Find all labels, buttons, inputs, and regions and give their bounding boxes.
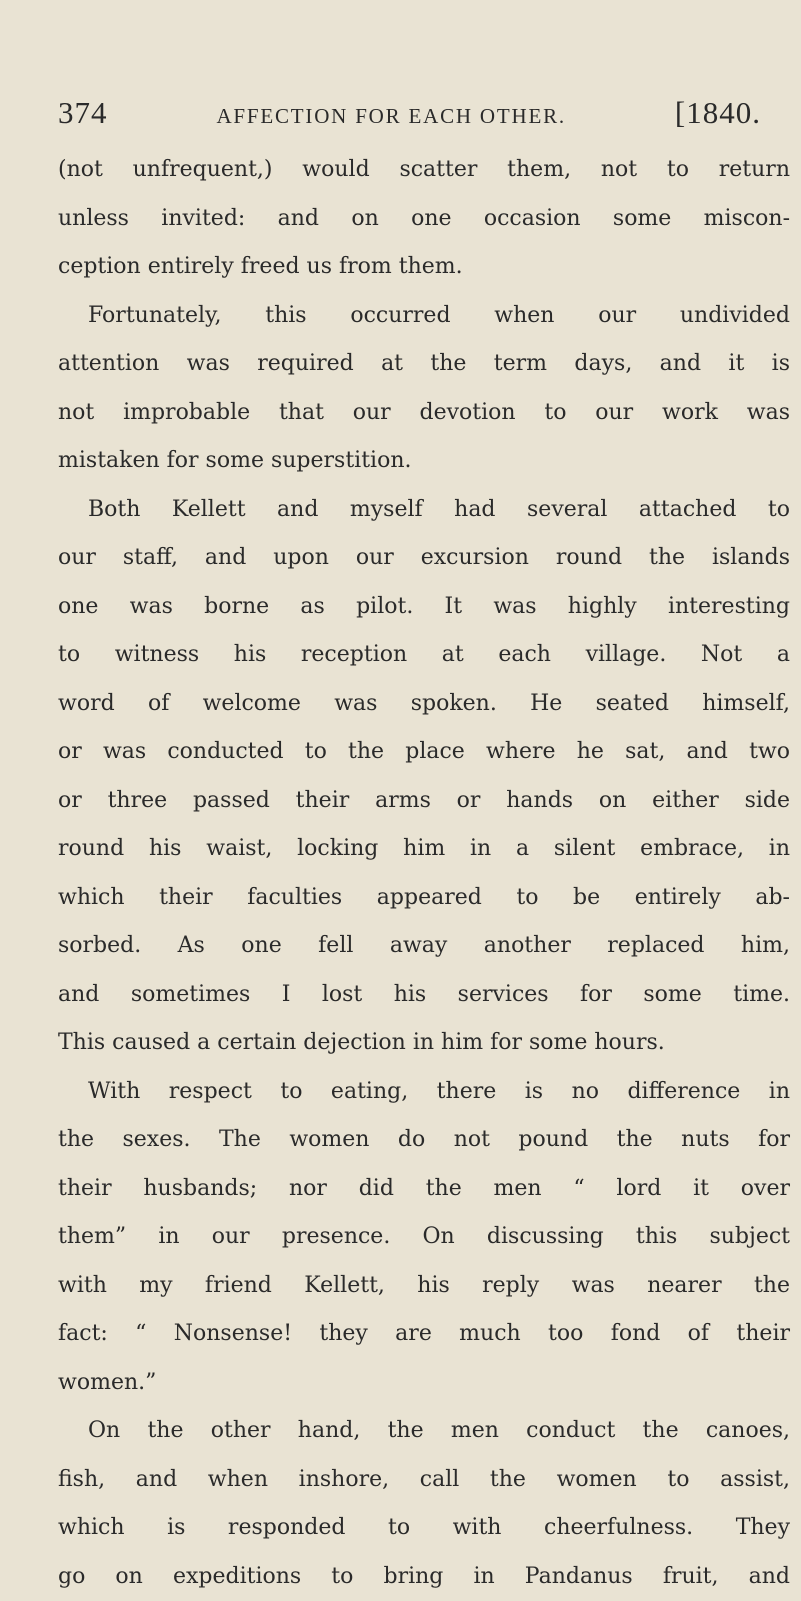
text-line: not improbable that our devotion to our work was [58,389,790,438]
body-text [58,146,790,1601]
text-line: go on expeditions to bring in Pandanus fruit, and [58,1553,790,1601]
running-title: AFFECTION FOR EACH OTHER. [216,104,566,129]
text-line: unless invited: and on one occasion some miscon- [58,195,790,244]
text-line: On the other hand, the men conduct the canoes, [58,1407,790,1456]
text-line: one was borne as pilot. It was highly interesting [58,583,790,632]
text-line: With respect to eating, there is no difference in [58,1068,790,1117]
text-line: the sexes. The women do not pound the nuts for [58,1116,790,1165]
text-line: and sometimes I lost his services for some time. [58,971,790,1020]
page-number: 374 [58,95,108,131]
header-year: [1840. [675,95,761,131]
text-line: This caused a certain dejection in him for some hours. [58,1019,790,1068]
text-line: sorbed. As one fell away another replaced him, [58,922,790,971]
text-line: or was conducted to the place where he sat, and two [58,728,790,777]
text-line: fact: “ Nonsense! they are much too fond of their [58,1310,790,1359]
text-line: their husbands; nor did the men “ lord it over [58,1165,790,1214]
text-line: ception entirely freed us from them. [58,243,790,292]
text-line: or three passed their arms or hands on either side [58,777,790,826]
text-line: our staff, and upon our excursion round the islands [58,534,790,583]
text-line: which their faculties appeared to be entirely ab- [58,874,790,923]
text-line: to witness his reception at each village. Not a [58,631,790,680]
text-line: Both Kellett and myself had several attached to [58,486,790,535]
text-line: them” in our presence. On discussing this subject [58,1213,790,1262]
text-line: with my friend Kellett, his reply was nearer the [58,1262,790,1311]
text-line: attention was required at the term days, and it is [58,340,790,389]
page-header [58,95,761,135]
text-line: fish, and when inshore, call the women to assist, [58,1456,790,1505]
text-line: which is responded to with cheerfulness. They [58,1504,790,1553]
text-line: word of welcome was spoken. He seated himself, [58,680,790,729]
text-line: Fortunately, this occurred when our undivided [58,292,790,341]
text-line: round his waist, locking him in a silent embrace, in [58,825,790,874]
text-line: mistaken for some superstition. [58,437,790,486]
text-line: women.” [58,1359,790,1408]
text-line: (not unfrequent,) would scatter them, not to return [58,146,790,195]
